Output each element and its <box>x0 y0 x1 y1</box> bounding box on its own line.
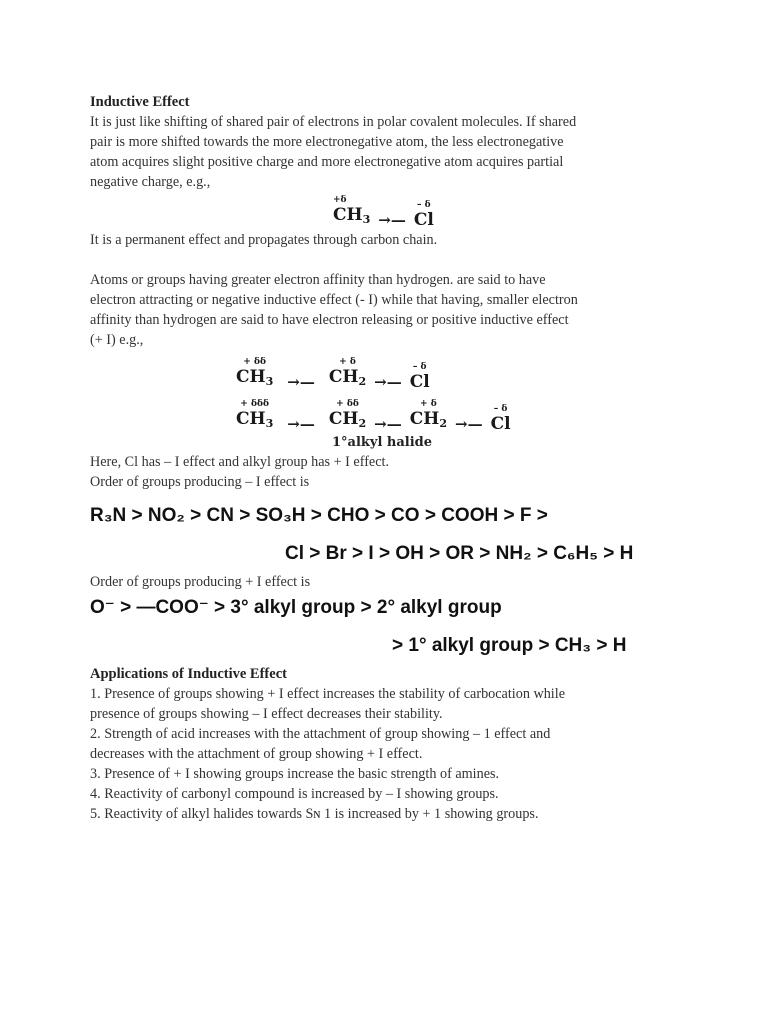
paragraph-line: (+ I) e.g., <box>90 332 144 348</box>
paragraph-line: electron attracting or negative inductive effect (- I) while that having, smaller electron <box>90 292 578 308</box>
application-line: decreases with the attachment of group showing + I effect. <box>90 746 423 762</box>
formula-group: CH <box>328 367 359 387</box>
formula-group: CH <box>409 409 440 429</box>
applications-heading: Applications of Inductive Effect <box>90 666 287 682</box>
paragraph-line: Here, Cl has – I effect and alkyl group has + I effect. <box>90 454 389 470</box>
charge-label: – δ <box>493 404 508 414</box>
paragraph-line: atom acquires slight positive charge and more electronegative atom acquires partial <box>90 154 564 170</box>
section-heading: Inductive Effect <box>90 94 190 110</box>
charge-label: +δ <box>333 195 347 205</box>
minus-i-order-line-1: R₃N > NO₂ > CN > SO₃H > CHO > CO > COOH > F > <box>90 505 548 526</box>
subscript: 3 <box>265 417 274 430</box>
application-line: presence of groups showing – I effect decreases their stability. <box>90 706 443 722</box>
inductive-arrow: →— <box>374 373 402 391</box>
subscript: 2 <box>358 417 367 430</box>
equation-propyl-chloride <box>236 356 690 392</box>
paragraph-line: It is just like shifting of shared pair of electrons in polar covalent molecules. If shared <box>90 114 577 130</box>
inductive-arrow: →— <box>378 211 406 229</box>
charge-label: – δ <box>412 362 427 372</box>
application-line: 2. Strength of acid increases with the attachment of group showing – 1 effect and <box>90 726 551 742</box>
charge-label: + δδδ <box>240 399 269 409</box>
charge-label: + δ <box>420 399 437 409</box>
formula-group: Cl <box>409 372 430 392</box>
charge-label: + δδ <box>243 357 266 367</box>
paragraph-line: Atoms or groups having greater electron affinity than hydrogen. are said to have <box>90 272 546 288</box>
formula-group: CH <box>333 205 363 225</box>
subscript: 3 <box>362 213 371 226</box>
formula-group: CH <box>236 367 266 387</box>
charge-label: + δδ <box>336 399 359 409</box>
paragraph-line: It is a permanent effect and propagates through carbon chain. <box>90 232 438 248</box>
minus-i-order-line-2: Cl > Br > I > OH > OR > NH₂ > C₆H₅ > H <box>285 543 634 564</box>
equation-caption: 1°alkyl halide <box>332 435 433 450</box>
subscript: 2 <box>358 375 367 388</box>
paragraph-line: negative charge, e.g., <box>90 174 211 190</box>
application-line: 5. Reactivity of alkyl halides towards Sɴ 1 is increased by + 1 showing groups. <box>90 806 539 822</box>
inductive-arrow: →— <box>374 415 402 433</box>
inductive-arrow: →— <box>455 415 483 433</box>
application-line: 1. Presence of groups showing + I effect increases the stability of carbocation while <box>90 686 565 702</box>
paragraph-line: Order of groups producing – I effect is <box>90 474 310 490</box>
formula-group: CH <box>236 409 266 429</box>
charge-label: + δ <box>339 357 356 367</box>
subscript: 2 <box>439 417 447 430</box>
paragraph-line: Order of groups producing + I effect is <box>90 574 311 590</box>
paragraph-line: affinity than hydrogen are said to have electron releasing or positive inductive effect <box>90 312 569 328</box>
formula-group: CH <box>328 409 359 429</box>
paragraph-line: pair is more shifted towards the more electronegative atom, the less electronegative <box>90 134 564 150</box>
application-line: 3. Presence of + I showing groups increase the basic strength of amines. <box>90 766 500 782</box>
formula-group: Cl <box>490 414 511 434</box>
plus-i-order-line-2: > 1° alkyl group > CH₃ > H <box>392 635 627 656</box>
charge-label: – δ <box>417 200 431 210</box>
equation-ch3-cl <box>333 192 690 230</box>
application-line: 4. Reactivity of carbonyl compound is increased by – I showing groups. <box>90 786 499 802</box>
document-body <box>90 92 690 824</box>
plus-i-order-line-1: O⁻ > —COO⁻ > 3° alkyl group > 2° alkyl group <box>90 597 502 618</box>
equation-butyl-chloride <box>236 398 690 434</box>
inductive-arrow: →— <box>287 415 315 433</box>
formula-group: Cl <box>413 210 434 230</box>
inductive-arrow: →— <box>287 373 315 391</box>
subscript: 3 <box>265 375 274 388</box>
